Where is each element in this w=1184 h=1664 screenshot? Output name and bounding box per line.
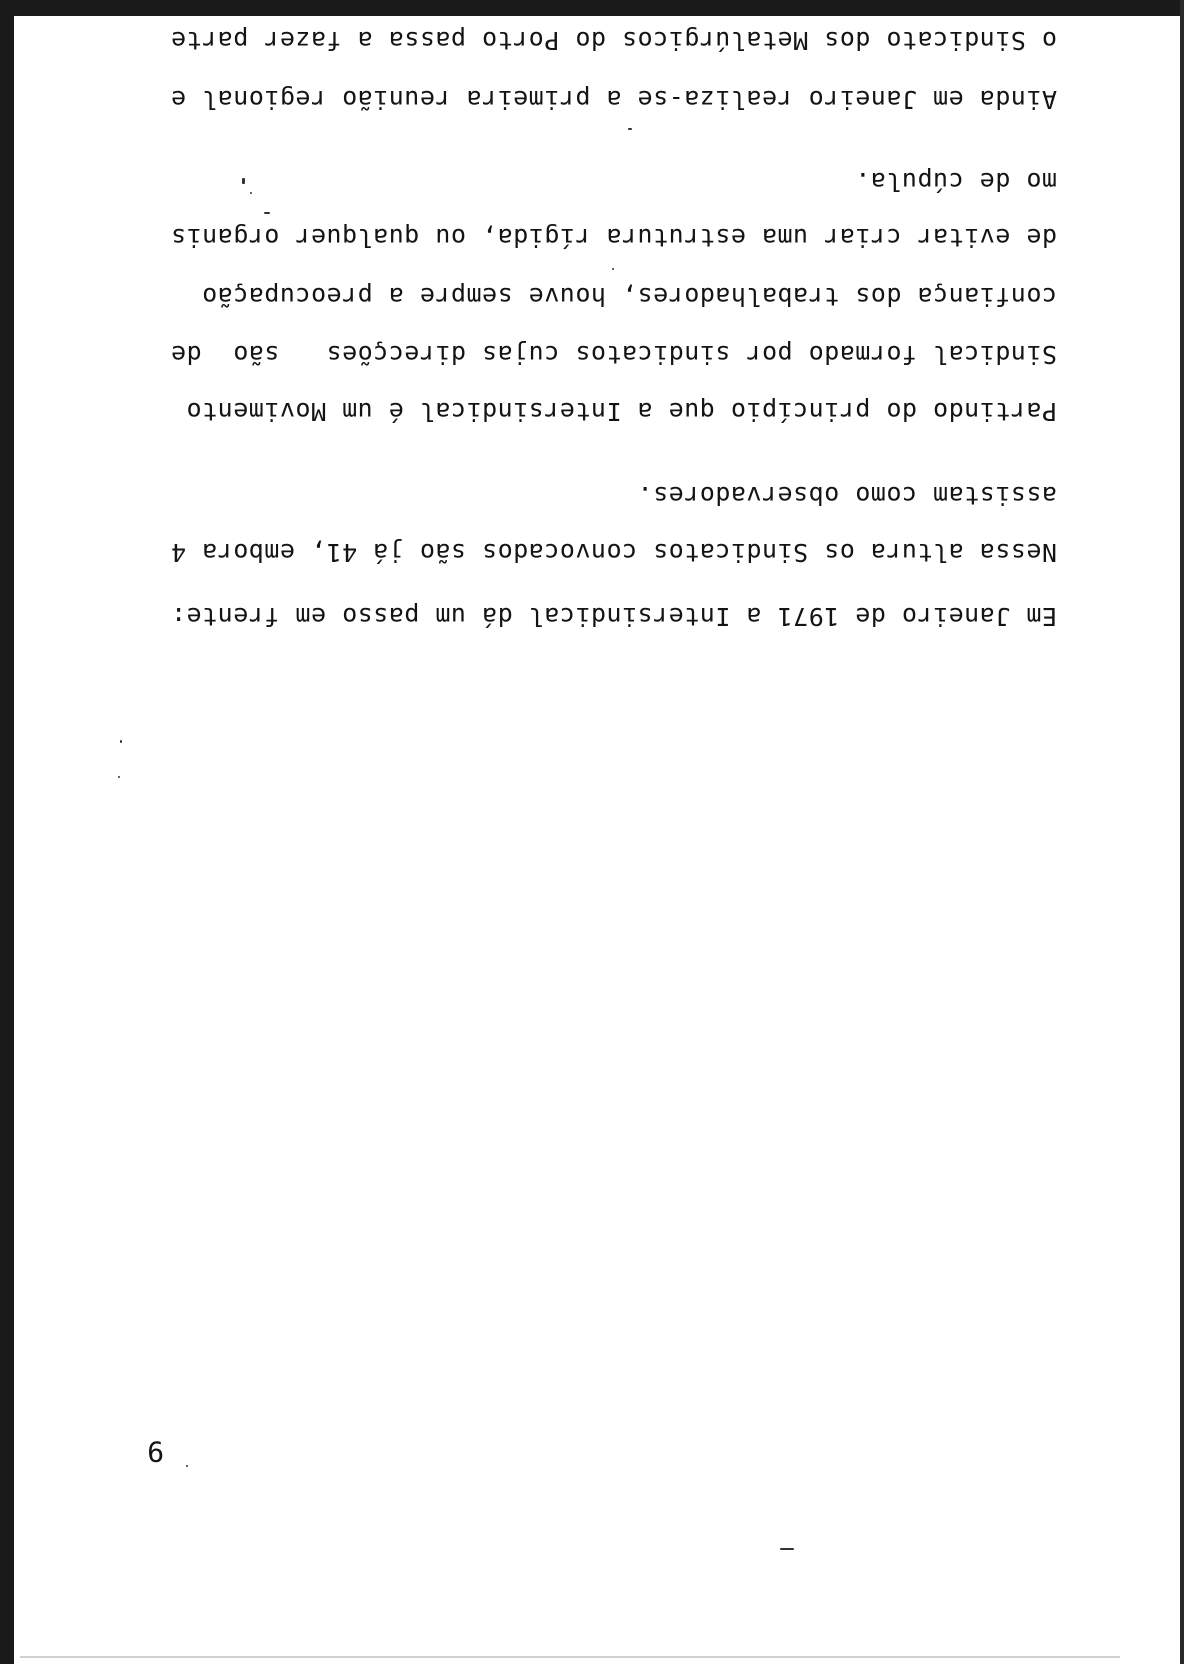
text-line: assistam como observadores. xyxy=(637,481,1057,510)
page-number: 9 xyxy=(147,1435,164,1468)
text-line: Nessa altura os Sindicatos convocados são já 41, embora 4 xyxy=(170,538,1057,567)
text-line: Partindo do princípio que a Intersindical é um Movimento xyxy=(186,397,1057,426)
text-line: Em Janeiro de 1971 a Intersindical dá um passo em frente: xyxy=(170,602,1057,631)
text-line: mo de cúpula. xyxy=(854,167,1057,196)
text-line: de evitar criar uma estrutura rígida, ou qualquer organis xyxy=(170,223,1057,252)
text-line: Sindical formado por sindicatos cujas direcções são de xyxy=(170,340,1057,369)
text-line: o Sindicato dos Metalúrgicos do Porto passa a fazer parte xyxy=(170,26,1057,55)
text-line: confiança dos trabalhadores, houve sempre a preocupação xyxy=(201,282,1057,311)
text-line: Ainda em Janeiro realiza-se a primeira reunião regional e xyxy=(170,85,1057,114)
